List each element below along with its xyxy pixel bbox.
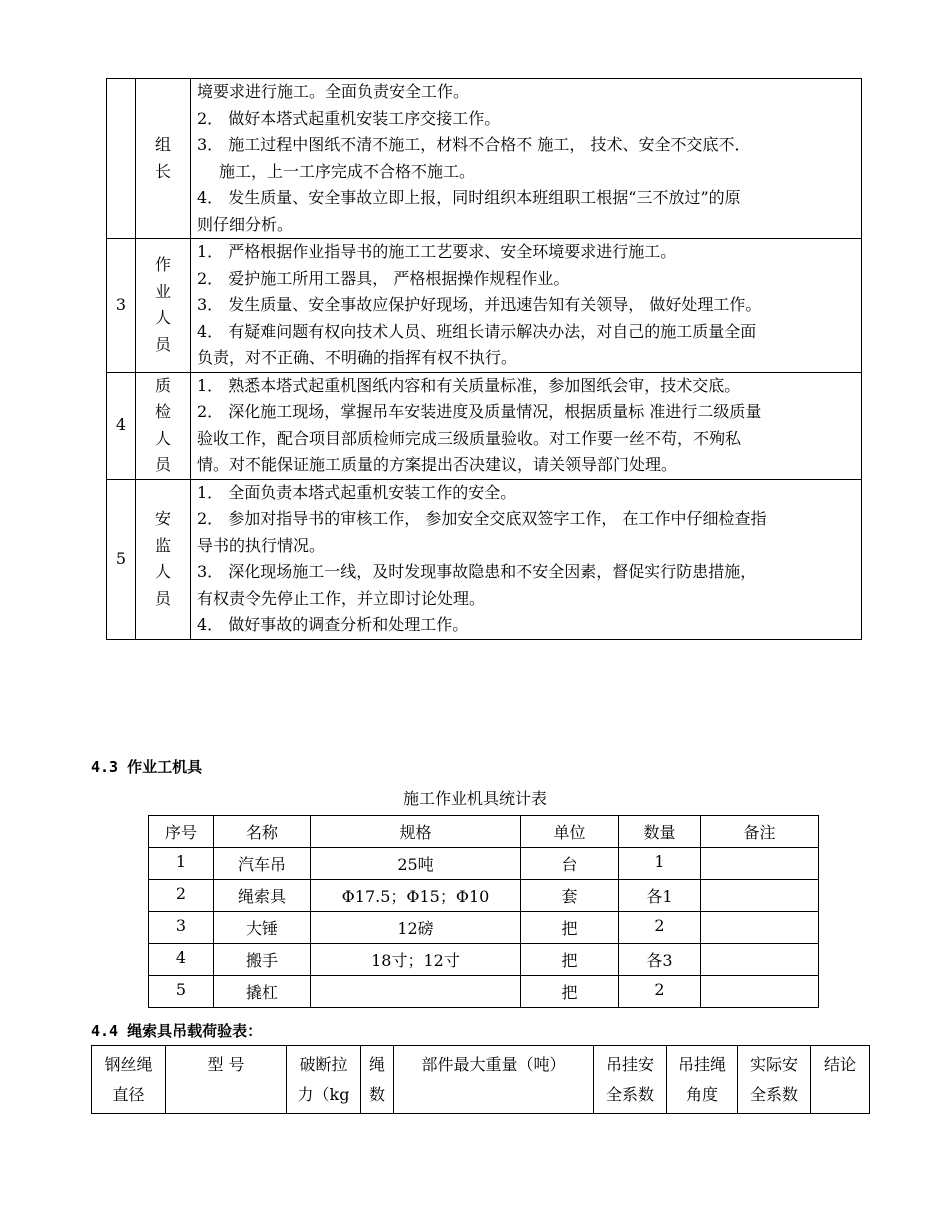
tools-header-cell: 序号 bbox=[149, 816, 214, 848]
duty-line: 3． 发生质量、安全事故应保护好现场，并迅速告知有关领导， 做好处理工作。 bbox=[197, 295, 762, 314]
duty-row-number bbox=[107, 79, 136, 239]
load-header-line: 直径 bbox=[112, 1085, 145, 1104]
duty-role-char: 长 bbox=[154, 161, 171, 181]
duty-line: 负责，对不正确、不明确的指挥有权不执行。 bbox=[197, 348, 518, 367]
duty-role-char: 安 bbox=[154, 509, 171, 528]
duty-line: 验收工作，配合项目部质检师完成三级质量验收。对工作要一丝不苟，不殉私 bbox=[197, 428, 742, 448]
duty-role-char: 监 bbox=[154, 535, 171, 555]
tools-cell: 1 bbox=[149, 848, 214, 880]
duty-role-char: 作 bbox=[154, 255, 171, 275]
tools-cell: 1 bbox=[619, 848, 701, 880]
load-header-cell bbox=[92, 1046, 166, 1114]
section-heading-4-3: 4.3 作业工机具 bbox=[91, 758, 203, 776]
tools-cell: 把 bbox=[521, 944, 619, 976]
load-header-line: 实际安 bbox=[749, 1055, 798, 1074]
duty-role bbox=[136, 372, 191, 479]
load-header-line: 角度 bbox=[685, 1085, 718, 1104]
duty-line: 1． 严格根据作业指导书的施工工艺要求、安全环境要求进行施工。 bbox=[197, 242, 677, 261]
tools-cell bbox=[701, 976, 819, 1008]
duty-line: 4． 有疑难问题有权向技术人员、班组长请示解决办法，对自己的施工质量全面 bbox=[197, 321, 757, 341]
tools-table-caption bbox=[0, 786, 950, 809]
duty-line: 2． 深化施工现场，掌握吊车安装进度及质量情况，根据质量标 准进行二级质量 bbox=[197, 402, 762, 421]
tools-cell: 各1 bbox=[619, 880, 701, 912]
load-header-line: 数 bbox=[368, 1085, 385, 1104]
tools-cell: 3 bbox=[149, 912, 214, 944]
duty-line: 施工，上一工序完成不合格不施工。 bbox=[219, 161, 476, 181]
duty-line: 2． 爱护施工所用工器具， 严格根据操作规程作业。 bbox=[197, 268, 570, 288]
duty-description bbox=[191, 479, 862, 639]
duty-role-char: 人 bbox=[154, 562, 171, 581]
duty-line: 有权责令先停止工作，并立即讨论处理。 bbox=[197, 588, 486, 608]
duty-line: 情。对不能保证施工质量的方案提出否决建议，请关领导部门处理。 bbox=[197, 455, 678, 474]
duty-role-char: 组 bbox=[154, 135, 171, 154]
duty-row bbox=[107, 479, 862, 639]
duty-line: 导书的执行情况。 bbox=[197, 535, 326, 555]
tools-cell bbox=[701, 848, 819, 880]
tools-header-cell: 名称 bbox=[214, 816, 311, 848]
tools-cell: 18寸；12寸 bbox=[311, 944, 521, 976]
duty-description bbox=[191, 79, 862, 239]
duty-row-number: 5 bbox=[107, 479, 136, 639]
load-header-line: 破断拉 bbox=[299, 1055, 348, 1074]
duty-row bbox=[107, 239, 862, 373]
tools-cell: 2 bbox=[149, 880, 214, 912]
load-header-line: 结论 bbox=[823, 1055, 856, 1074]
duty-line: 4． 发生质量、安全事故立即上报，同时组织本班组职工根据“三不放过”的原 bbox=[197, 188, 741, 207]
tools-cell: 绳索具 bbox=[214, 880, 311, 912]
load-header-cell bbox=[738, 1046, 811, 1114]
table-row bbox=[149, 912, 819, 944]
table-row bbox=[149, 976, 819, 1008]
tools-cell: 搬手 bbox=[214, 944, 311, 976]
duty-role-char: 员 bbox=[154, 588, 171, 608]
load-header-line: 力（kg bbox=[297, 1085, 350, 1104]
duty-line: 则仔细分析。 bbox=[197, 214, 294, 234]
duty-line: 3． 深化现场施工一线，及时发现事故隐患和不安全因素，督促实行防患措施， bbox=[197, 562, 757, 581]
duty-line: 4． 做好事故的调查分析和处理工作。 bbox=[197, 615, 469, 634]
load-header-line: 钢丝绳 bbox=[104, 1055, 153, 1074]
tools-header-cell: 数量 bbox=[619, 816, 701, 848]
tools-cell: 12磅 bbox=[311, 912, 521, 944]
section-heading-4-4: 4.4 绳索具吊载荷验表： bbox=[91, 1022, 263, 1040]
duty-line: 1． 全面负责本塔式起重机安装工作的安全。 bbox=[197, 482, 517, 502]
duty-line: 2． 参加对指导书的审核工作， 参加安全交底双签字工作， 在工作中仔细检查指 bbox=[197, 509, 767, 528]
duty-role-char: 人 bbox=[154, 308, 171, 328]
tools-cell bbox=[701, 880, 819, 912]
duty-line: 3． 施工过程中图纸不清不施工，材料不合格不 施工， 技术、安全不交底不． bbox=[197, 135, 751, 154]
load-header-cell bbox=[287, 1046, 361, 1114]
tools-cell: 4 bbox=[149, 944, 214, 976]
tools-cell: 套 bbox=[521, 880, 619, 912]
tools-cell: 台 bbox=[521, 848, 619, 880]
duty-role-char: 业 bbox=[154, 281, 171, 301]
table-row bbox=[149, 880, 819, 912]
tools-cell: 大锤 bbox=[214, 912, 311, 944]
tools-cell bbox=[311, 976, 521, 1008]
tools-cell: 各3 bbox=[619, 944, 701, 976]
duty-role-char: 质 bbox=[154, 375, 171, 395]
tools-cell: 汽车吊 bbox=[214, 848, 311, 880]
duty-line: 2． 做好本塔式起重机安装工序交接工作。 bbox=[197, 108, 501, 128]
duty-role bbox=[136, 79, 191, 239]
tools-cell: 2 bbox=[619, 976, 701, 1008]
tools-cell: 5 bbox=[149, 976, 214, 1008]
tools-header-cell: 单位 bbox=[521, 816, 619, 848]
load-header-line: 吊挂安 bbox=[605, 1055, 654, 1074]
duty-role-char: 人 bbox=[154, 428, 171, 448]
duty-line: 境要求进行施工。全面负责安全工作。 bbox=[197, 82, 470, 101]
caption-text: 施工作业机具统计表 bbox=[402, 789, 547, 808]
tools-table bbox=[148, 815, 819, 1008]
load-header-cell bbox=[361, 1046, 394, 1114]
load-header-line: 型 号 bbox=[207, 1055, 245, 1074]
duty-row bbox=[107, 79, 862, 239]
load-header-cell bbox=[394, 1046, 594, 1114]
load-header-line: 绳 bbox=[368, 1055, 385, 1074]
load-header-cell bbox=[594, 1046, 667, 1114]
tools-cell: 把 bbox=[521, 912, 619, 944]
load-check-table bbox=[91, 1045, 870, 1114]
tools-cell bbox=[701, 912, 819, 944]
duty-description bbox=[191, 239, 862, 373]
load-header-cell bbox=[166, 1046, 287, 1114]
duty-role-char: 员 bbox=[154, 455, 171, 474]
tools-header-cell: 规格 bbox=[311, 816, 521, 848]
load-header-line: 全系数 bbox=[749, 1085, 798, 1104]
load-header-cell bbox=[667, 1046, 738, 1114]
table-row bbox=[149, 848, 819, 880]
duty-description bbox=[191, 372, 862, 479]
load-header-line: 全系数 bbox=[605, 1085, 654, 1104]
tools-cell: Φ17.5；Φ15；Φ10 bbox=[311, 880, 521, 912]
duty-role-char: 检 bbox=[154, 402, 171, 421]
duty-line: 1． 熟悉本塔式起重机图纸内容和有关质量标准，参加图纸会审，技术交底。 bbox=[197, 375, 741, 395]
load-header-cell bbox=[811, 1046, 870, 1114]
duty-role bbox=[136, 239, 191, 373]
tools-cell bbox=[701, 944, 819, 976]
duty-row bbox=[107, 372, 862, 479]
duty-row-number: 3 bbox=[107, 239, 136, 373]
tools-header-cell: 备注 bbox=[701, 816, 819, 848]
duty-row-number: 4 bbox=[107, 372, 136, 479]
load-header-line: 吊挂绳 bbox=[677, 1055, 726, 1074]
tools-cell: 撬杠 bbox=[214, 976, 311, 1008]
tools-cell: 把 bbox=[521, 976, 619, 1008]
tools-cell: 2 bbox=[619, 912, 701, 944]
duty-role-char: 员 bbox=[154, 334, 171, 354]
duty-role bbox=[136, 479, 191, 639]
tools-cell: 25吨 bbox=[311, 848, 521, 880]
table-row bbox=[149, 944, 819, 976]
load-header-line: 部件最大重量（吨） bbox=[421, 1055, 566, 1074]
duty-table bbox=[106, 78, 862, 640]
